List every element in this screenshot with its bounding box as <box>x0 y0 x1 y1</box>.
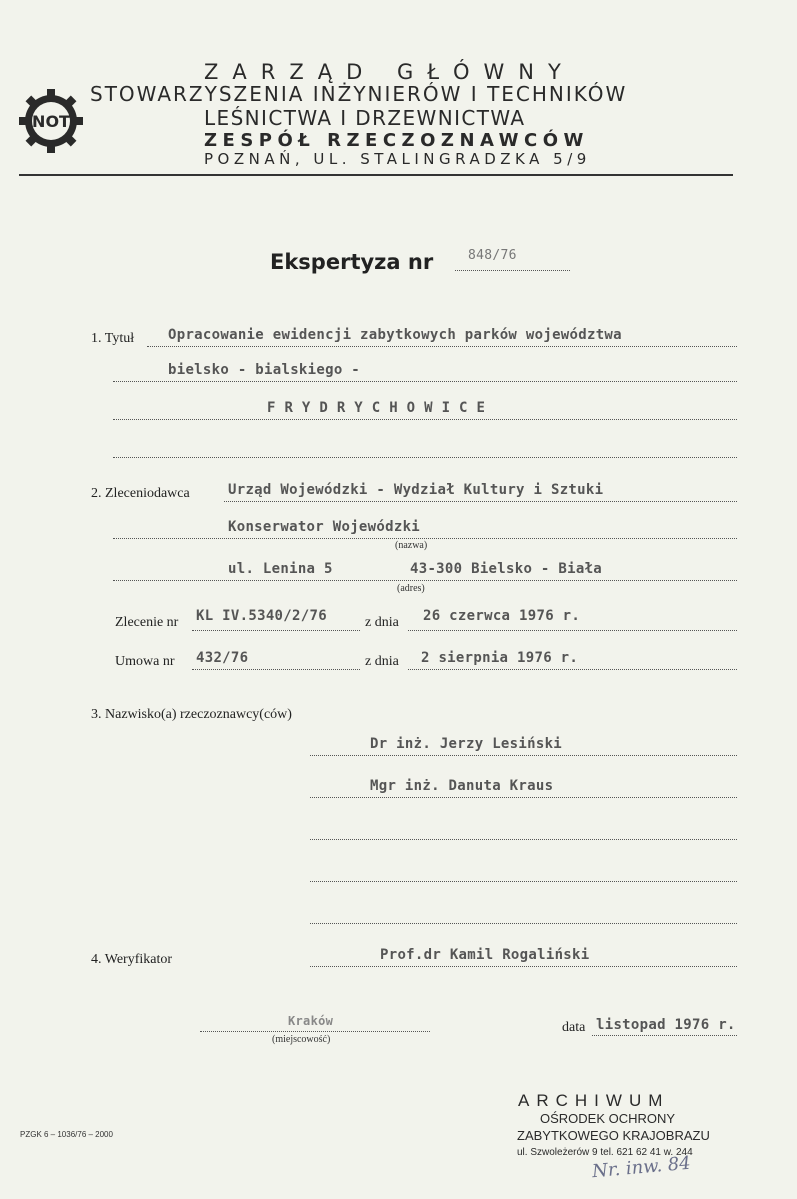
print-code: PZGK 6 – 1036/76 – 2000 <box>20 1130 113 1139</box>
dotline <box>310 797 737 798</box>
inventory-number-handwritten: Nr. inw. 84 <box>591 1152 692 1183</box>
dotline <box>310 923 737 924</box>
dotline <box>113 538 737 539</box>
stamp-line-2: OŚRODEK OCHRONY <box>540 1111 676 1126</box>
section2-label: 2. Zleceniodawca <box>91 486 190 501</box>
section3-label: 3. Nazwisko(a) rzeczoznawcy(ców) <box>91 707 292 722</box>
date-label: data <box>562 1020 586 1035</box>
section1-label: 1. Tytuł <box>91 331 135 346</box>
logo-text: NOT <box>32 112 70 131</box>
document-title: Ekspertyza nr <box>270 250 434 274</box>
header-address: POZNAŃ, UL. STALINGRADZKA 5/9 <box>204 150 591 168</box>
expert-2: Mgr inż. Danuta Kraus <box>370 778 554 794</box>
title-line-1: Opracowanie ewidencji zabytkowych parków województwa <box>168 327 622 343</box>
zlecenie-date: 26 czerwca 1976 r. <box>423 608 581 624</box>
dotline <box>147 346 737 347</box>
client-city: 43-300 Bielsko - Biała <box>410 561 603 577</box>
umowa-number: 432/76 <box>196 650 249 666</box>
adres-caption: (adres) <box>397 583 425 594</box>
umowa-label: Umowa nr <box>115 654 175 669</box>
expert-1: Dr inż. Jerzy Lesiński <box>370 736 563 752</box>
dotline <box>310 966 737 967</box>
stamp-line-3: ZABYTKOWEGO KRAJOBRAZU <box>517 1128 710 1143</box>
title-line-2: bielsko - bialskiego - <box>168 362 361 378</box>
client-line-1: Urząd Wojewódzki - Wydział Kultury i Sztuki <box>228 482 604 498</box>
dotline <box>310 755 737 756</box>
dotline <box>192 669 360 670</box>
verifier-name: Prof.dr Kamil Rogaliński <box>380 947 590 963</box>
dotline <box>113 381 737 382</box>
nazwa-caption: (nazwa) <box>395 540 428 551</box>
dotline <box>113 419 737 420</box>
stamp-line-4: ul. Szwoleżerów 9 tel. 621 62 41 w. 244 <box>517 1147 693 1158</box>
dotline <box>310 839 737 840</box>
date-line <box>592 1035 737 1036</box>
umowa-date: 2 sierpnia 1976 r. <box>421 650 579 666</box>
zlecenie-number: KL IV.5340/2/76 <box>196 608 327 624</box>
header-line-2: STOWARZYSZENIA INŻYNIERÓW I TECHNIKÓW <box>90 82 628 106</box>
stamp-line-1: ARCHIWUM <box>518 1091 670 1110</box>
document-number: 848/76 <box>468 248 517 263</box>
title-number-line <box>455 270 570 271</box>
dotline <box>192 630 360 631</box>
header-line-3: LEŚNICTWA I DRZEWNICTWA <box>204 106 526 130</box>
section4-label: 4. Weryfikator <box>91 952 173 967</box>
dotline <box>113 457 737 458</box>
zlecenie-date-label: z dnia <box>365 615 399 630</box>
place-line <box>200 1031 430 1032</box>
header-rule <box>19 174 733 176</box>
header-line-1: ZARZĄD GŁÓWNY <box>204 60 575 84</box>
not-logo-gear-icon <box>17 87 85 155</box>
client-line-2: Konserwator Wojewódzki <box>228 519 421 535</box>
dotline <box>224 501 737 502</box>
document-date: listopad 1976 r. <box>596 1017 736 1033</box>
client-street: ul. Lenina 5 <box>228 561 333 577</box>
dotline <box>113 580 737 581</box>
dotline <box>408 669 737 670</box>
header-line-4: ZESPÓŁ RZECZOZNAWCÓW <box>204 130 589 151</box>
dotline <box>408 630 737 631</box>
umowa-date-label: z dnia <box>365 654 399 669</box>
place-caption: (miejscowość) <box>272 1034 331 1045</box>
dotline <box>310 881 737 882</box>
title-line-3: F R Y D R Y C H O W I C E <box>267 400 486 416</box>
zlecenie-label: Zlecenie nr <box>115 615 179 630</box>
place: Kraków <box>288 1014 334 1028</box>
